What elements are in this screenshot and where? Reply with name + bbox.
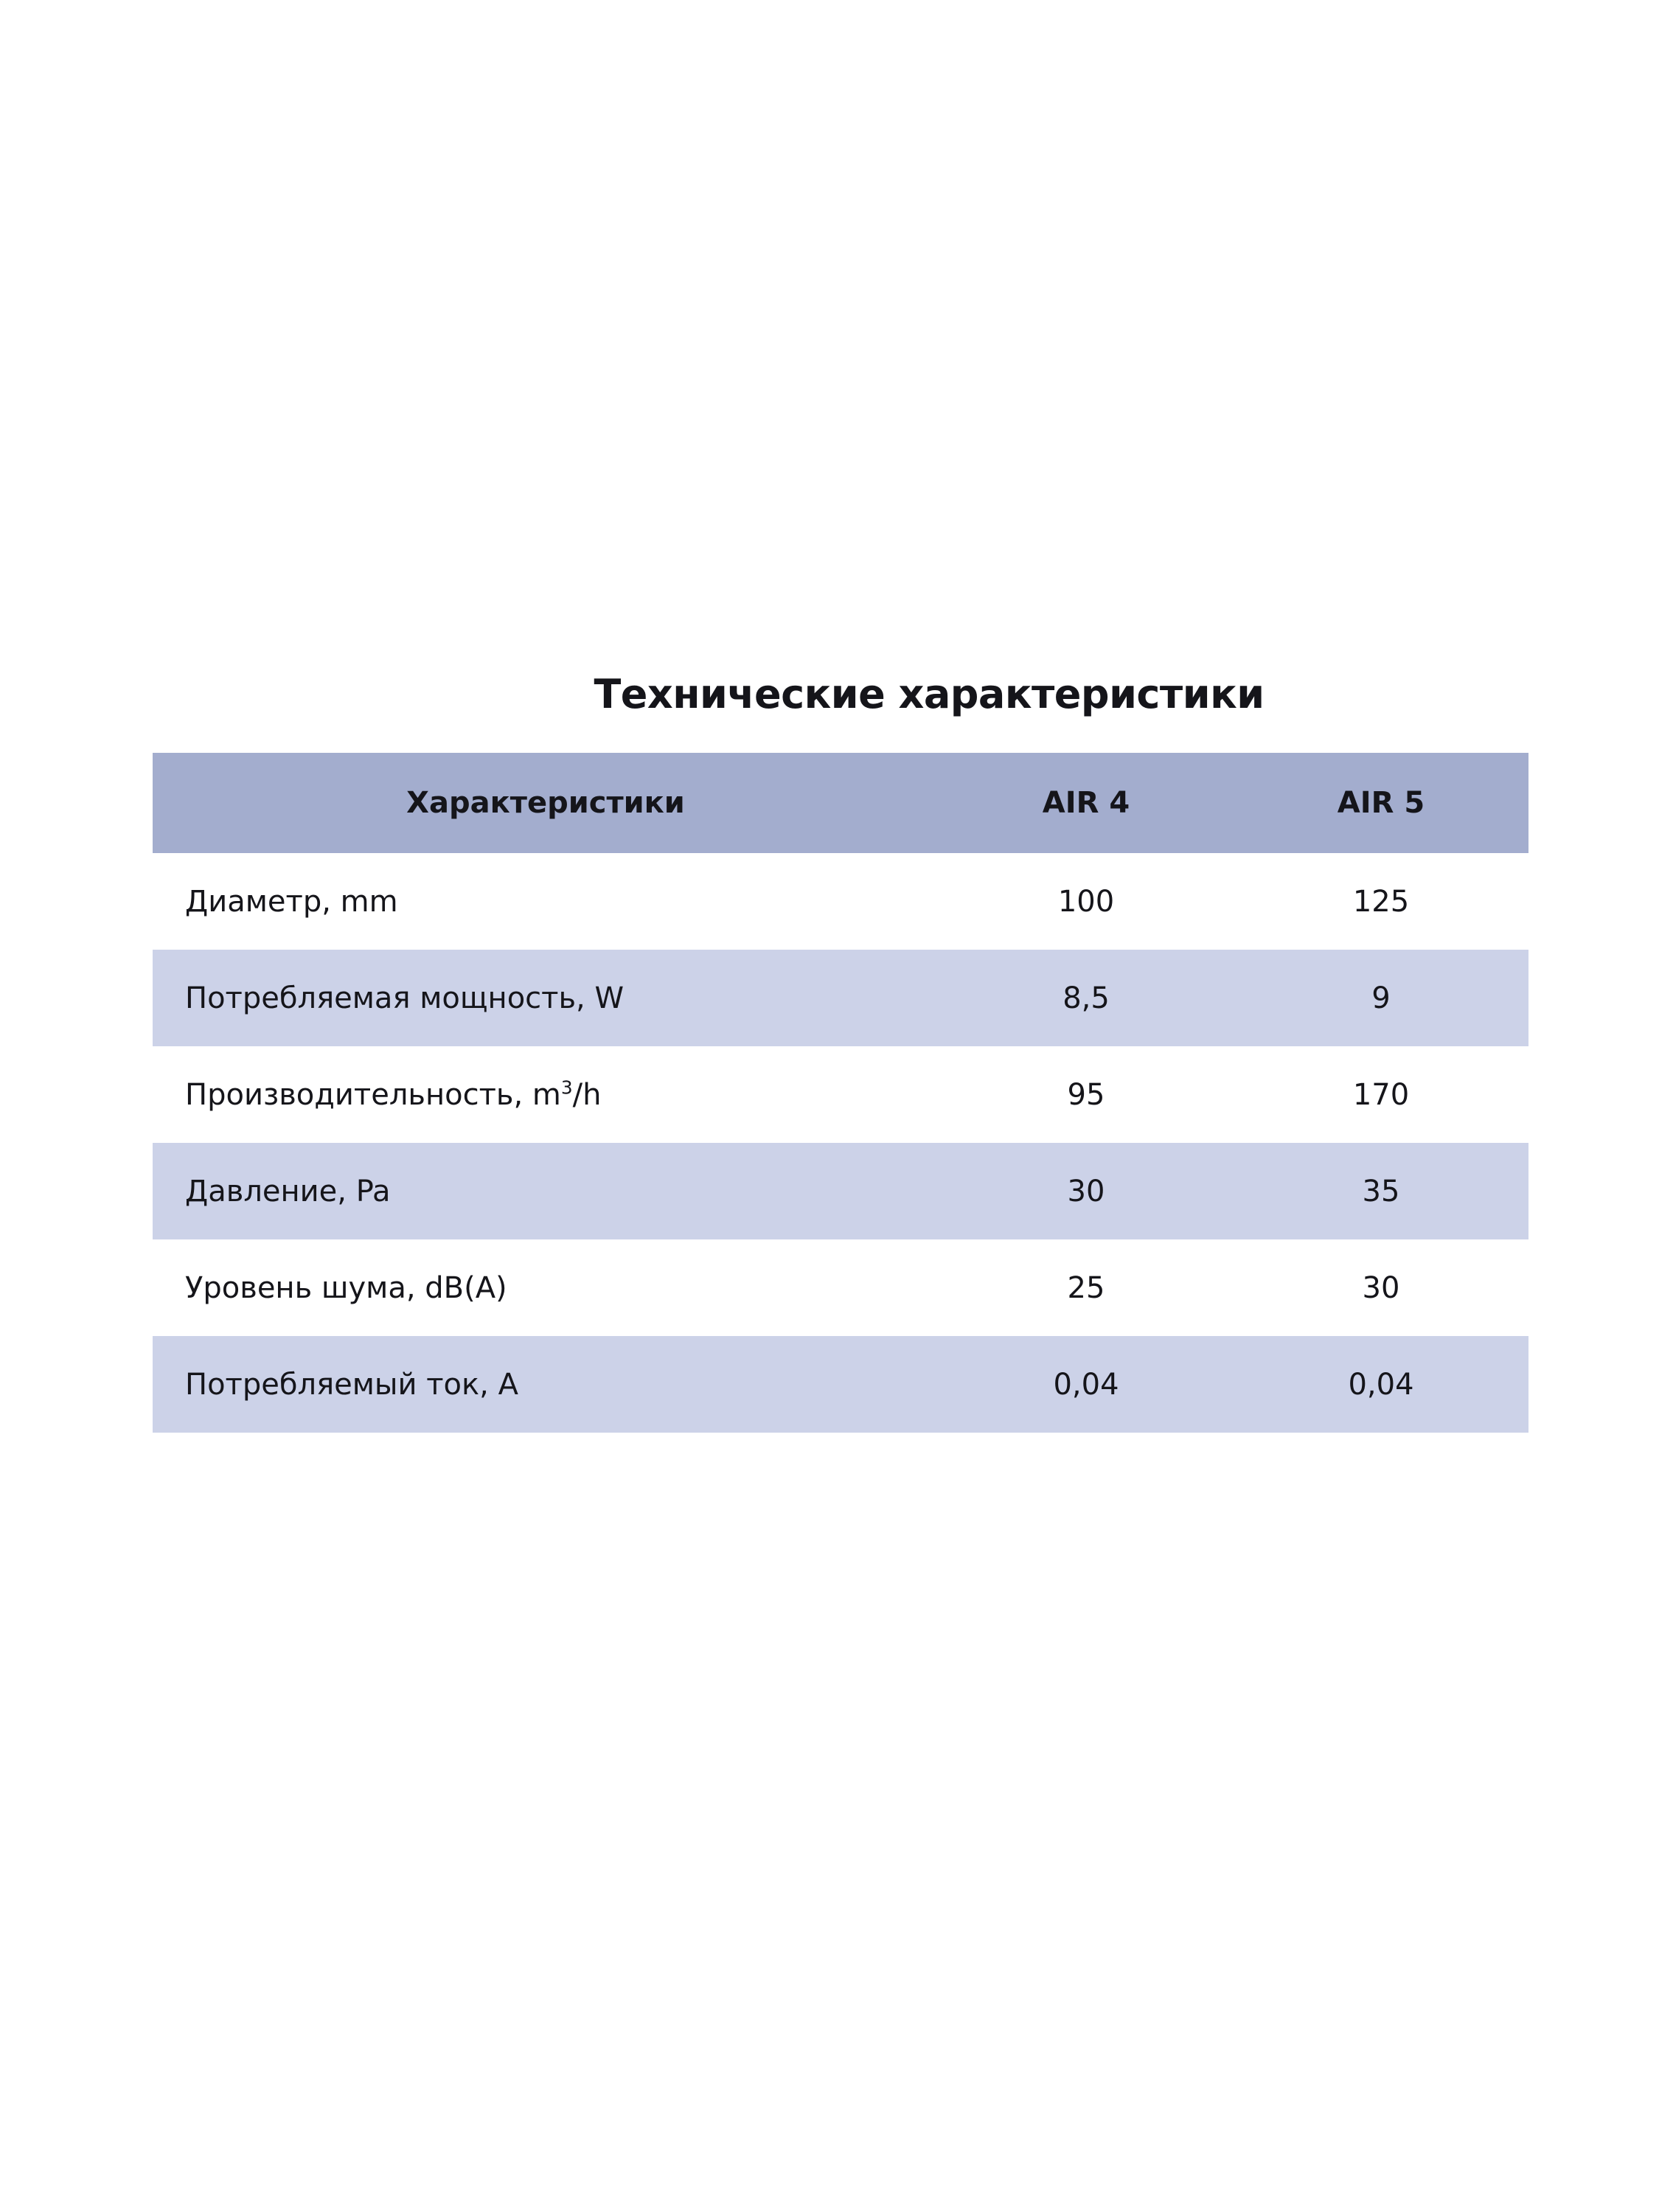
row-value-air5: 125 — [1234, 853, 1528, 950]
row-label: Давление, Pa — [153, 1143, 939, 1239]
column-header-characteristics: Характеристики — [153, 753, 939, 853]
row-label: Потребляемая мощность, W — [153, 950, 939, 1046]
row-value-air4: 8,5 — [939, 950, 1234, 1046]
table-row — [153, 1239, 1528, 1336]
row-label-post: /h — [572, 1077, 602, 1112]
row-label-pre: Производительность, m — [185, 1077, 561, 1112]
row-value-air5: 0,04 — [1234, 1336, 1528, 1433]
row-value-air5: 35 — [1234, 1143, 1528, 1239]
row-value-air4: 25 — [939, 1239, 1234, 1336]
table-header — [153, 753, 1528, 853]
column-header-air4: AIR 4 — [939, 753, 1234, 853]
row-value-air4: 95 — [939, 1046, 1234, 1143]
table-row — [153, 853, 1528, 950]
table-header-row — [153, 753, 1528, 853]
column-header-air5: AIR 5 — [1234, 753, 1528, 853]
row-value-air4: 0,04 — [939, 1336, 1234, 1433]
table-row — [153, 1143, 1528, 1239]
specifications-block — [153, 671, 1528, 1433]
row-label: Уровень шума, dB(A) — [153, 1239, 939, 1336]
row-value-air5: 9 — [1234, 950, 1528, 1046]
row-label-exponent: 3 — [560, 1077, 573, 1099]
table-row — [153, 1046, 1528, 1143]
row-value-air5: 170 — [1234, 1046, 1528, 1143]
row-value-air5: 30 — [1234, 1239, 1528, 1336]
row-value-air4: 30 — [939, 1143, 1234, 1239]
row-label: Диаметр, mm — [153, 853, 939, 950]
specifications-table — [153, 753, 1528, 1433]
row-label — [153, 1046, 939, 1143]
row-label: Потребляемый ток, A — [153, 1336, 939, 1433]
row-value-air4: 100 — [939, 853, 1234, 950]
table-row — [153, 950, 1528, 1046]
table-body — [153, 853, 1528, 1433]
table-row — [153, 1336, 1528, 1433]
page-title: Технические характеристики — [594, 671, 1265, 717]
